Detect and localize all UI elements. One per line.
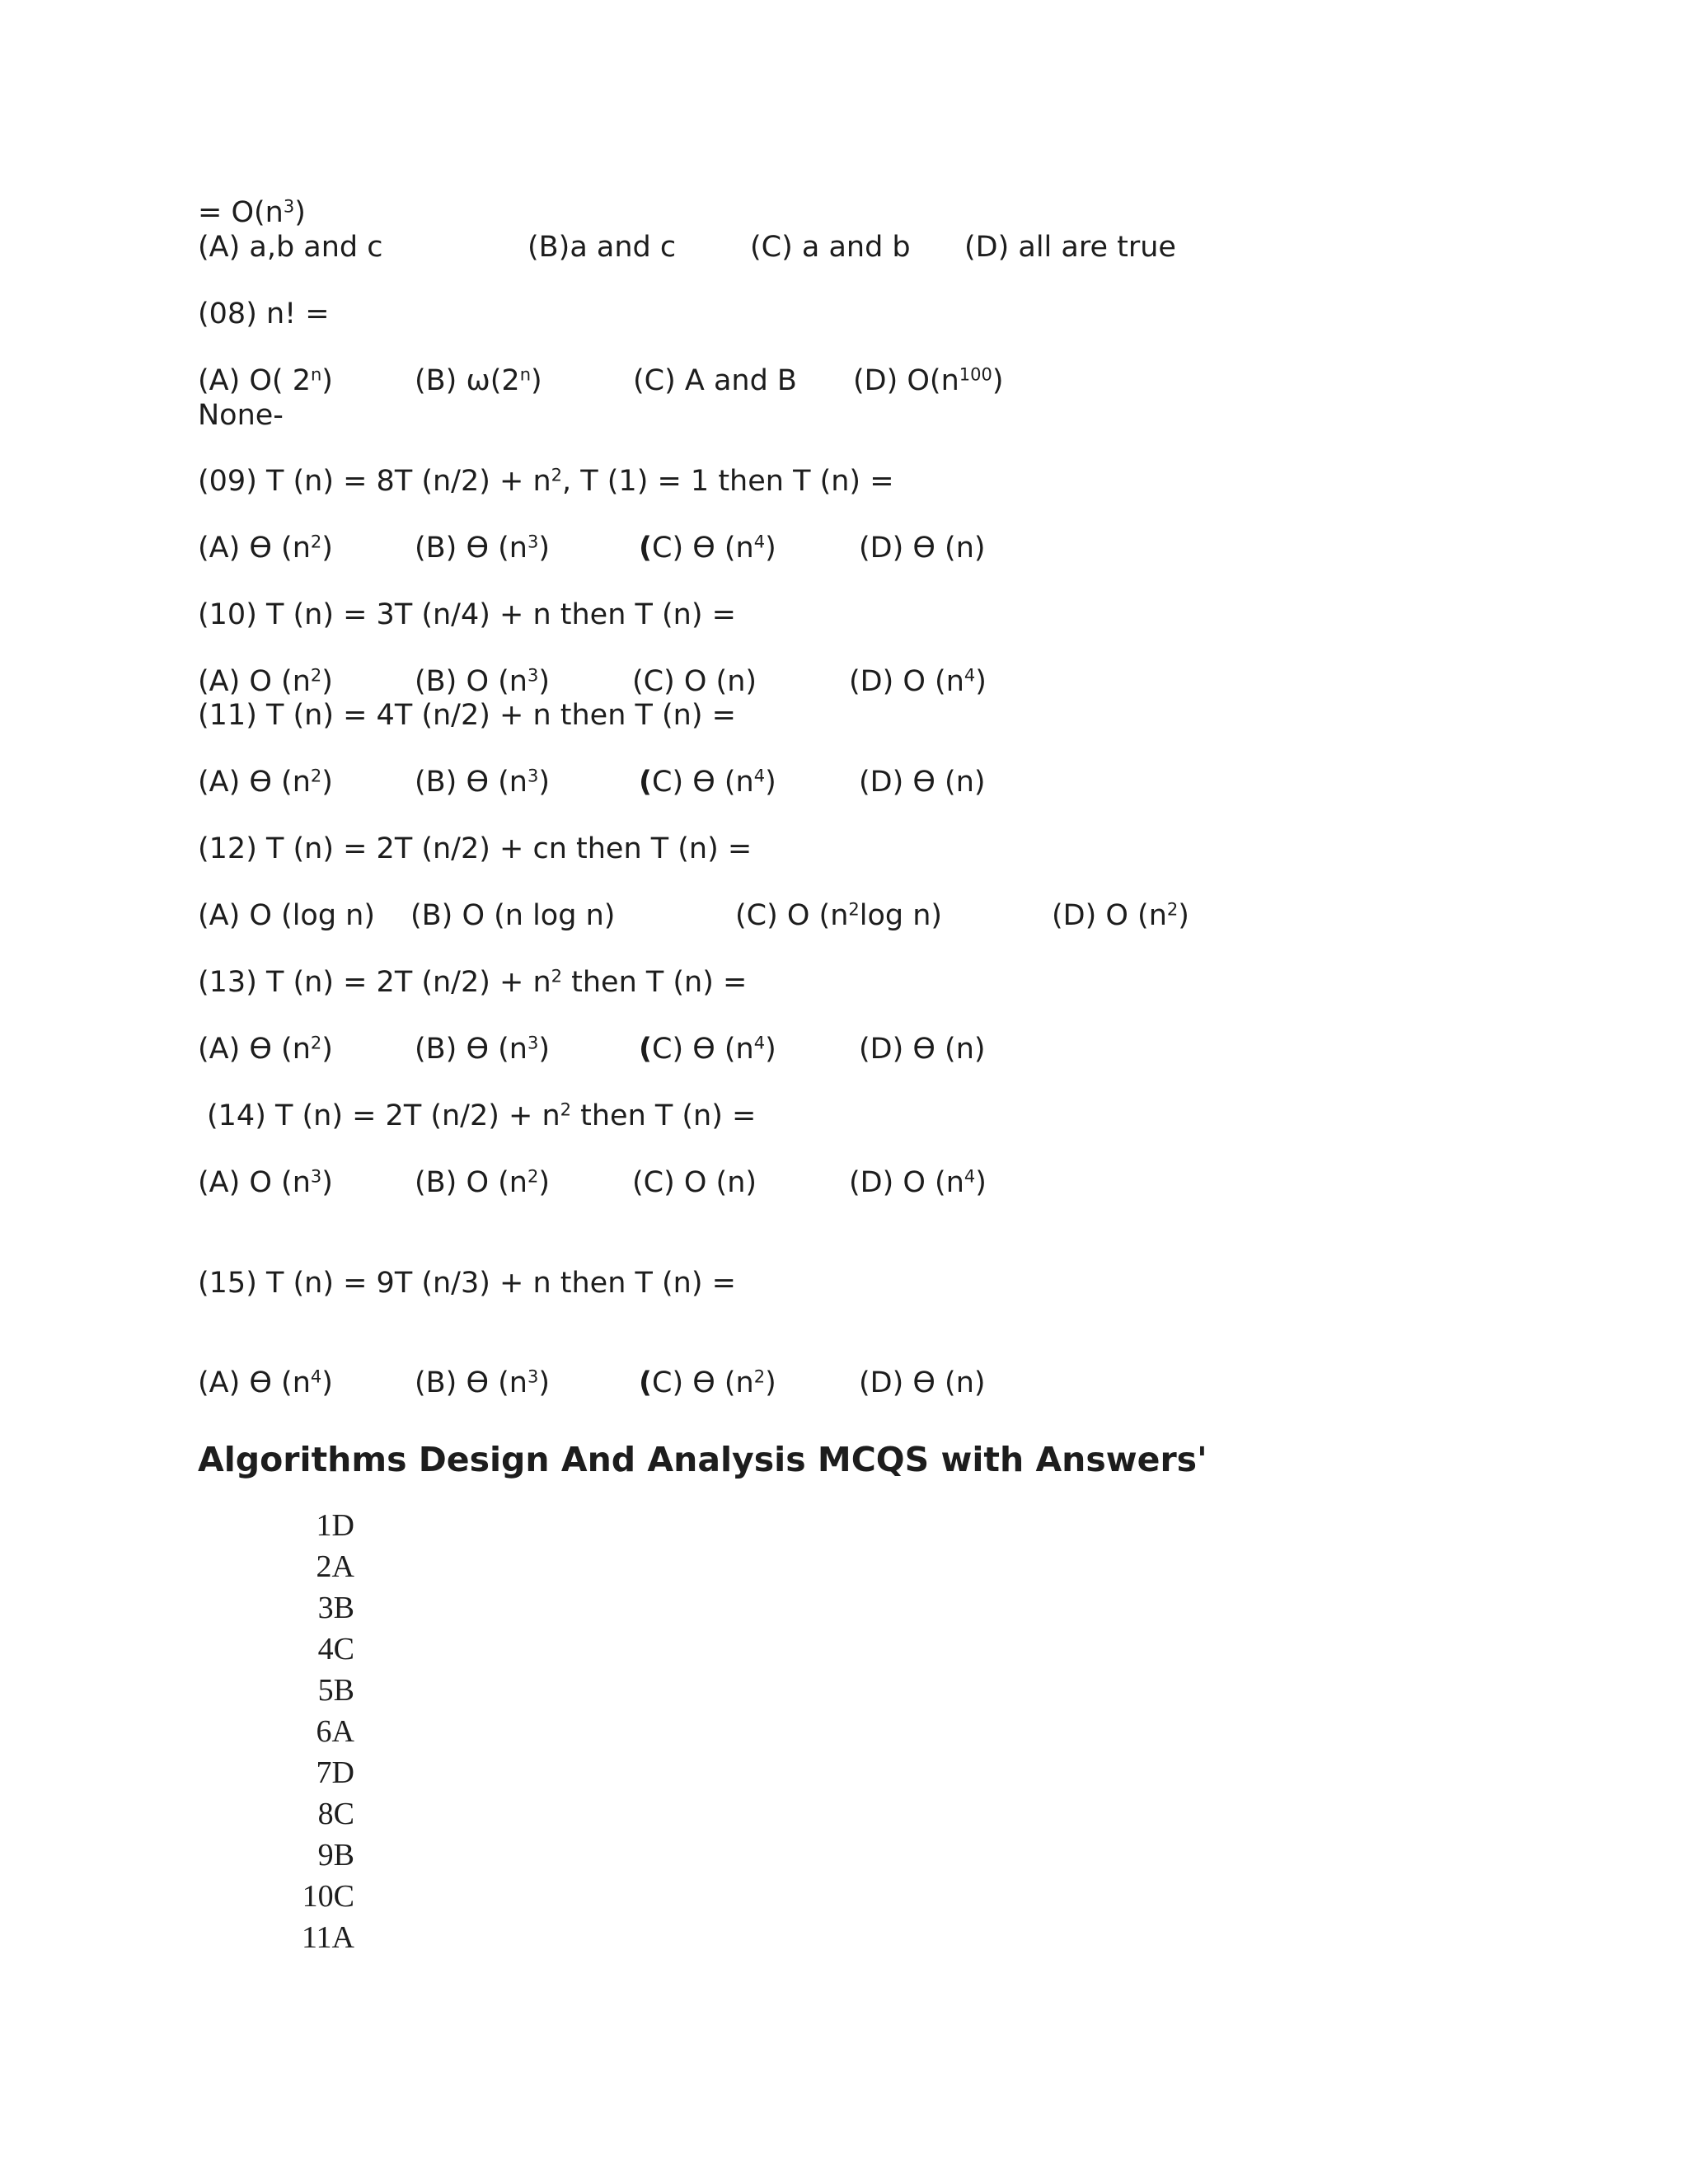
answer-item: 2A bbox=[316, 1549, 354, 1584]
question-09: (09) T (n) = 8T $(n/2) + n^2$, T (1) = 1 then T (n) = bbox=[198, 465, 894, 498]
answer-item: 1D bbox=[316, 1508, 354, 1543]
answer-item: 8C bbox=[317, 1797, 354, 1831]
option-b: (B)a and c bbox=[528, 231, 677, 264]
answers-heading: Algorithms Design And Analysis MCQS with Answers' bbox=[198, 1440, 1207, 1479]
answer-item: 6A bbox=[316, 1714, 354, 1749]
answer-item: 11A bbox=[301, 1920, 354, 1955]
option-b: (B) Ө $(n^3)$ bbox=[415, 1033, 550, 1066]
question-15: (15) T (n) = 9T (n/3) + n then T (n) = bbox=[198, 1267, 736, 1300]
answer-item: 4C bbox=[317, 1632, 354, 1666]
option-d: (D) Ө (n) bbox=[859, 532, 986, 565]
option-a: (A) Ө $(n^2)$ bbox=[198, 1033, 333, 1066]
option-c: (C) Ө $(n^2)$ bbox=[639, 1366, 776, 1399]
option-a: (A) Ө $(n^2)$ bbox=[198, 532, 333, 565]
option-d: (D) O $(n^2)$ bbox=[1052, 899, 1189, 932]
answer-item: 9B bbox=[317, 1838, 354, 1872]
option-c: (C) Ө $(n^4)$ bbox=[639, 1033, 776, 1066]
option-b: (B) Ө $(n^3)$ bbox=[415, 532, 550, 565]
option-a: (A) O $(n^3)$ bbox=[198, 1166, 333, 1199]
option-d: (D) all are true bbox=[964, 231, 1176, 264]
option-c: (C) O ($n^2\log$ n) bbox=[735, 899, 943, 932]
option-d: (D) Ө (n) bbox=[859, 766, 986, 799]
question-13: (13) T (n) = 2T $(n/2) + n^2$ then T (n) = bbox=[198, 966, 748, 999]
answer-item: 5B bbox=[317, 1673, 354, 1708]
answer-item: 3B bbox=[317, 1591, 354, 1625]
option-a: (A) O( 2$^n$) bbox=[198, 364, 333, 397]
question-10: (10) T (n) = 3T (n/4) + n then T (n) = bbox=[198, 598, 736, 631]
option-b: (B) O (n log n) bbox=[410, 899, 616, 932]
option-c: (C) A and B bbox=[633, 364, 797, 397]
option-b: (B) Ө $(n^3)$ bbox=[415, 766, 550, 799]
option-d: (D) O $(n^4)$ bbox=[849, 665, 987, 698]
option-d: (D) Ө (n) bbox=[859, 1366, 986, 1399]
option-a: (A) O $(n^2)$ bbox=[198, 665, 333, 698]
answer-item: 7D bbox=[316, 1755, 354, 1790]
option-c: (C) O (n) bbox=[632, 665, 757, 698]
question-11: (11) T (n) = 4T (n/2) + n then T (n) = bbox=[198, 699, 736, 732]
answer-list bbox=[272, 1505, 354, 1958]
option-b: (B) O $(n^2)$ bbox=[415, 1166, 550, 1199]
option-b: (B) O $(n^3)$ bbox=[415, 665, 550, 698]
option-a: (A) a,b and c bbox=[198, 231, 383, 264]
option-c: (C) a and b bbox=[750, 231, 911, 264]
q08-extra: None- bbox=[198, 399, 284, 432]
option-c: (C) O (n) bbox=[632, 1166, 757, 1199]
answer-item: 10C bbox=[302, 1879, 354, 1914]
option-b: (B) Ө $(n^3)$ bbox=[415, 1366, 550, 1399]
option-a: (A) Ө $(n^4)$ bbox=[198, 1366, 333, 1399]
option-c: (C) Ө $(n^4)$ bbox=[639, 532, 776, 565]
option-d: (D) O $(n^4)$ bbox=[849, 1166, 987, 1199]
question-12: (12) T (n) = 2T (n/2) + cn then T (n) = bbox=[198, 832, 753, 865]
option-d: (D) Ө (n) bbox=[859, 1033, 986, 1066]
option-a: (A) Ө $(n^2)$ bbox=[198, 766, 333, 799]
option-c: (C) Ө $(n^4)$ bbox=[639, 766, 776, 799]
option-b: (B) ω(2$^n$) bbox=[415, 364, 542, 397]
option-d: (D) $O(n^{100})$ bbox=[853, 364, 1004, 397]
question-08: (08) n! = bbox=[198, 298, 330, 330]
expression-line: = $O(n^3)$ bbox=[198, 196, 306, 229]
option-a: (A) O (log n) bbox=[198, 899, 376, 932]
question-14: (14) T (n) = 2T $(n/2) + n^2$ then T (n) = bbox=[207, 1099, 757, 1132]
